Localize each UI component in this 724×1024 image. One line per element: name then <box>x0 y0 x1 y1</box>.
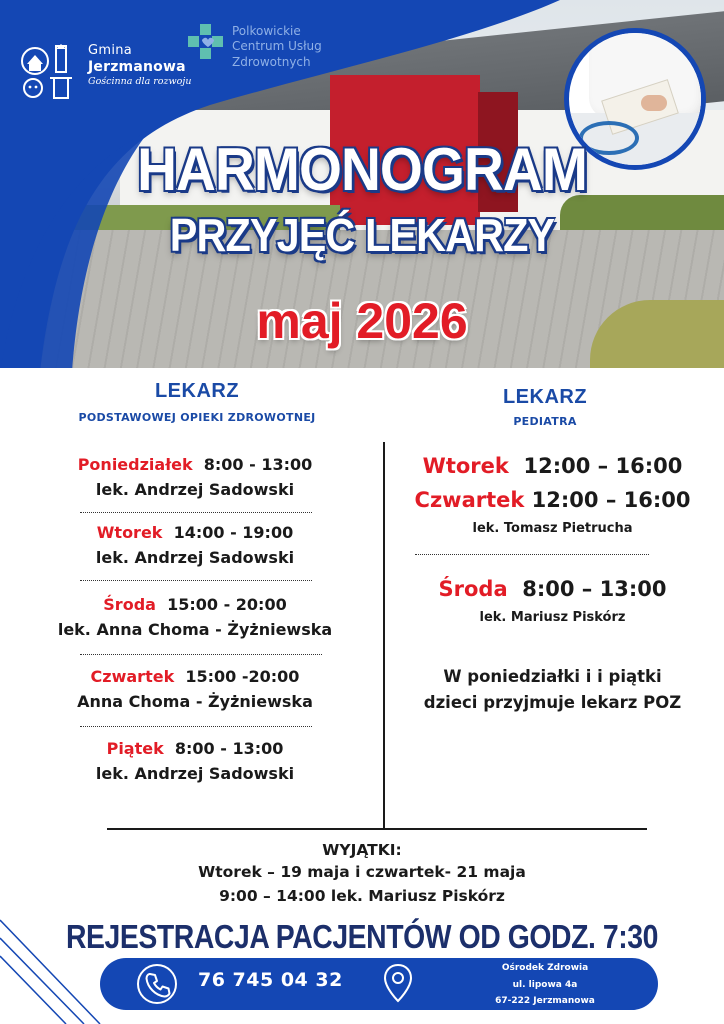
pediatra-row-thursday <box>385 488 720 512</box>
poz-heading-title: LEKARZ <box>154 380 240 402</box>
address-line3: 67-222 Jerzmanowa <box>495 996 595 1007</box>
location-pin-icon <box>381 962 415 1006</box>
pediatra-doctor-2: lek. Mariusz Piskórz <box>479 610 626 625</box>
poz-heading-subtitle: PODSTAWOWEJ OPIEKI ZDROWOTNEJ <box>78 411 316 424</box>
entry-doctor: Anna Choma - Żyżniewska <box>77 692 313 711</box>
exceptions-line1: Wtorek – 19 maja i czwartek- 21 maja <box>198 863 526 881</box>
exceptions-line2: 9:00 – 14:00 lek. Mariusz Piskórz <box>219 887 505 905</box>
dotted-divider <box>415 554 649 555</box>
pcuz-line2: Centrum Usług <box>232 39 322 54</box>
pediatra-note-line1: W poniedziałki i i piątki <box>443 667 662 686</box>
gmina-logo <box>20 44 191 102</box>
pediatra-hours: 8:00 – 13:00 <box>522 577 667 601</box>
pcuz-line1: Polkowickie <box>232 24 301 38</box>
decorative-lines <box>0 900 110 1024</box>
pediatra-note-line2: dzieci przyjmuje lekarz POZ <box>423 692 682 712</box>
entry-hours: 8:00 - 13:00 <box>203 455 313 474</box>
header-banner <box>0 0 724 372</box>
pediatra-note <box>385 664 720 715</box>
gmina-slogan: Gościnna dla rozwoju <box>88 76 192 88</box>
poz-entry-monday <box>50 455 340 499</box>
entry-day: Wtorek <box>96 523 163 542</box>
pediatra-day: Wtorek <box>422 454 509 478</box>
pcuz-line3: Zdrowotnych <box>232 54 311 69</box>
entry-hours: 8:00 - 13:00 <box>174 739 284 758</box>
dotted-divider <box>80 654 322 655</box>
entry-hours: 15:00 -20:00 <box>185 667 300 686</box>
registration-banner: REJESTRACJA PACJENTÓW OD GODZ. 7:30 <box>65 918 659 955</box>
entry-hours: 14:00 - 19:00 <box>173 523 294 542</box>
phone-icon <box>135 962 179 1006</box>
address-line1: Ośrodek Zdrowia <box>501 963 589 973</box>
pediatra-row-tuesday <box>385 454 720 478</box>
exceptions-title: WYJĄTKI: <box>322 841 402 859</box>
pediatra-day: Środa <box>438 577 508 601</box>
address-line2: ul. lipowa 4a <box>512 979 578 990</box>
phone-number[interactable]: 76 745 04 32 <box>198 969 343 991</box>
poz-entry-wednesday <box>50 595 340 639</box>
entry-day: Piątek <box>106 739 164 758</box>
title-przyjec-lekarzy: PRZYJĘĆ LEKARZY <box>169 209 555 261</box>
entry-doctor: lek. Andrzej Sadowski <box>95 548 295 567</box>
pediatra-heading <box>415 386 675 428</box>
pediatra-day: Czwartek <box>414 488 525 512</box>
pediatra-heading-title: LEKARZ <box>502 386 588 408</box>
pediatra-row-wednesday <box>385 577 720 601</box>
clinic-address <box>470 960 620 1010</box>
entry-day: Poniedziałek <box>77 455 193 474</box>
entry-day: Środa <box>103 595 156 614</box>
entry-day: Czwartek <box>90 667 175 686</box>
entry-doctor: lek. Anna Choma - Żyżniewska <box>57 620 333 639</box>
poz-entry-tuesday <box>50 523 340 567</box>
title-month: maj 2026 <box>256 293 468 349</box>
entry-doctor: lek. Andrzej Sadowski <box>95 764 295 783</box>
pcuz-logo <box>188 24 322 70</box>
dotted-divider <box>80 580 312 581</box>
section-divider <box>107 828 647 830</box>
gmina-crest-icon <box>20 44 82 102</box>
poz-entry-friday <box>50 739 340 783</box>
medical-cross-icon <box>188 24 226 64</box>
pediatra-hours: 12:00 – 16:00 <box>531 488 691 512</box>
poz-entry-thursday <box>50 667 340 711</box>
dotted-divider <box>80 726 312 727</box>
entry-hours: 15:00 - 20:00 <box>167 595 287 614</box>
poz-heading <box>42 380 352 424</box>
entry-doctor: lek. Andrzej Sadowski <box>95 480 295 499</box>
pediatra-doctor-1: lek. Tomasz Pietrucha <box>472 521 633 536</box>
title-harmonogram: HARMONOGRAM <box>137 136 587 203</box>
pediatra-heading-subtitle: PEDIATRA <box>513 415 577 428</box>
pediatra-hours: 12:00 – 16:00 <box>523 454 683 478</box>
gmina-name: Jerzmanowa <box>88 58 186 75</box>
gmina-label: Gmina <box>88 43 133 58</box>
dotted-divider <box>80 512 312 513</box>
